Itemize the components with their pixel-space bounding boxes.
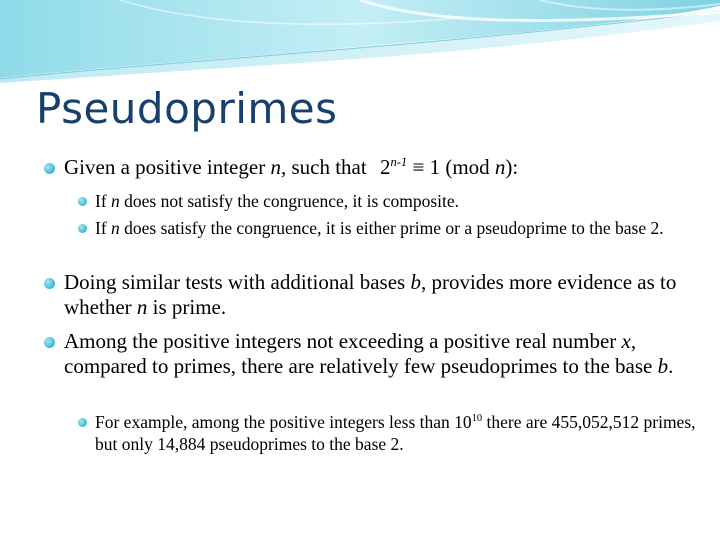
bullet-text: For example, among the positive integers less than $10^{10}$ there are 455,052,512 primes, but only 14,884 pseudoprimes to the base 2.	[95, 412, 696, 454]
bullet-dot-icon	[78, 224, 87, 233]
bullet-text: If n does not satisfy the congruence, it is composite.	[95, 191, 460, 211]
bullet-dot-icon	[78, 197, 87, 206]
bullet-text: Given a positive integer n, such that $2^{n-1} \equiv 1$ (mod n):	[64, 154, 519, 179]
bullet-dot-icon	[44, 337, 55, 348]
bullet-text: Among the positive integers not exceeding a positive real number x, compared to primes, there are relatively few pseudoprimes to the base b.	[64, 329, 674, 378]
congruence-formula: $2^{n-1} \equiv 1$ (mod n):	[379, 154, 519, 179]
slide-title: Pseudoprimes	[36, 84, 338, 133]
bullet-given-positive-integer	[44, 155, 694, 180]
bullet-dot-icon	[78, 418, 87, 427]
bullet-text: If n does satisfy the congruence, it is either prime or a pseudoprime to the base 2.	[95, 218, 664, 238]
sub-bullet-not-satisfy	[78, 190, 698, 212]
bullet-text: Doing similar tests with additional bases b, provides more evidence as to whether n is prime.	[64, 270, 677, 319]
bullet-similar-tests	[44, 270, 694, 320]
bullet-among-positive-integers	[44, 329, 694, 379]
sub-bullet-does-satisfy	[78, 217, 698, 239]
header-wave-decoration	[0, 0, 720, 90]
bullet-dot-icon	[44, 163, 55, 174]
bullet-dot-icon	[44, 278, 55, 289]
sub-bullet-for-example	[78, 411, 698, 455]
